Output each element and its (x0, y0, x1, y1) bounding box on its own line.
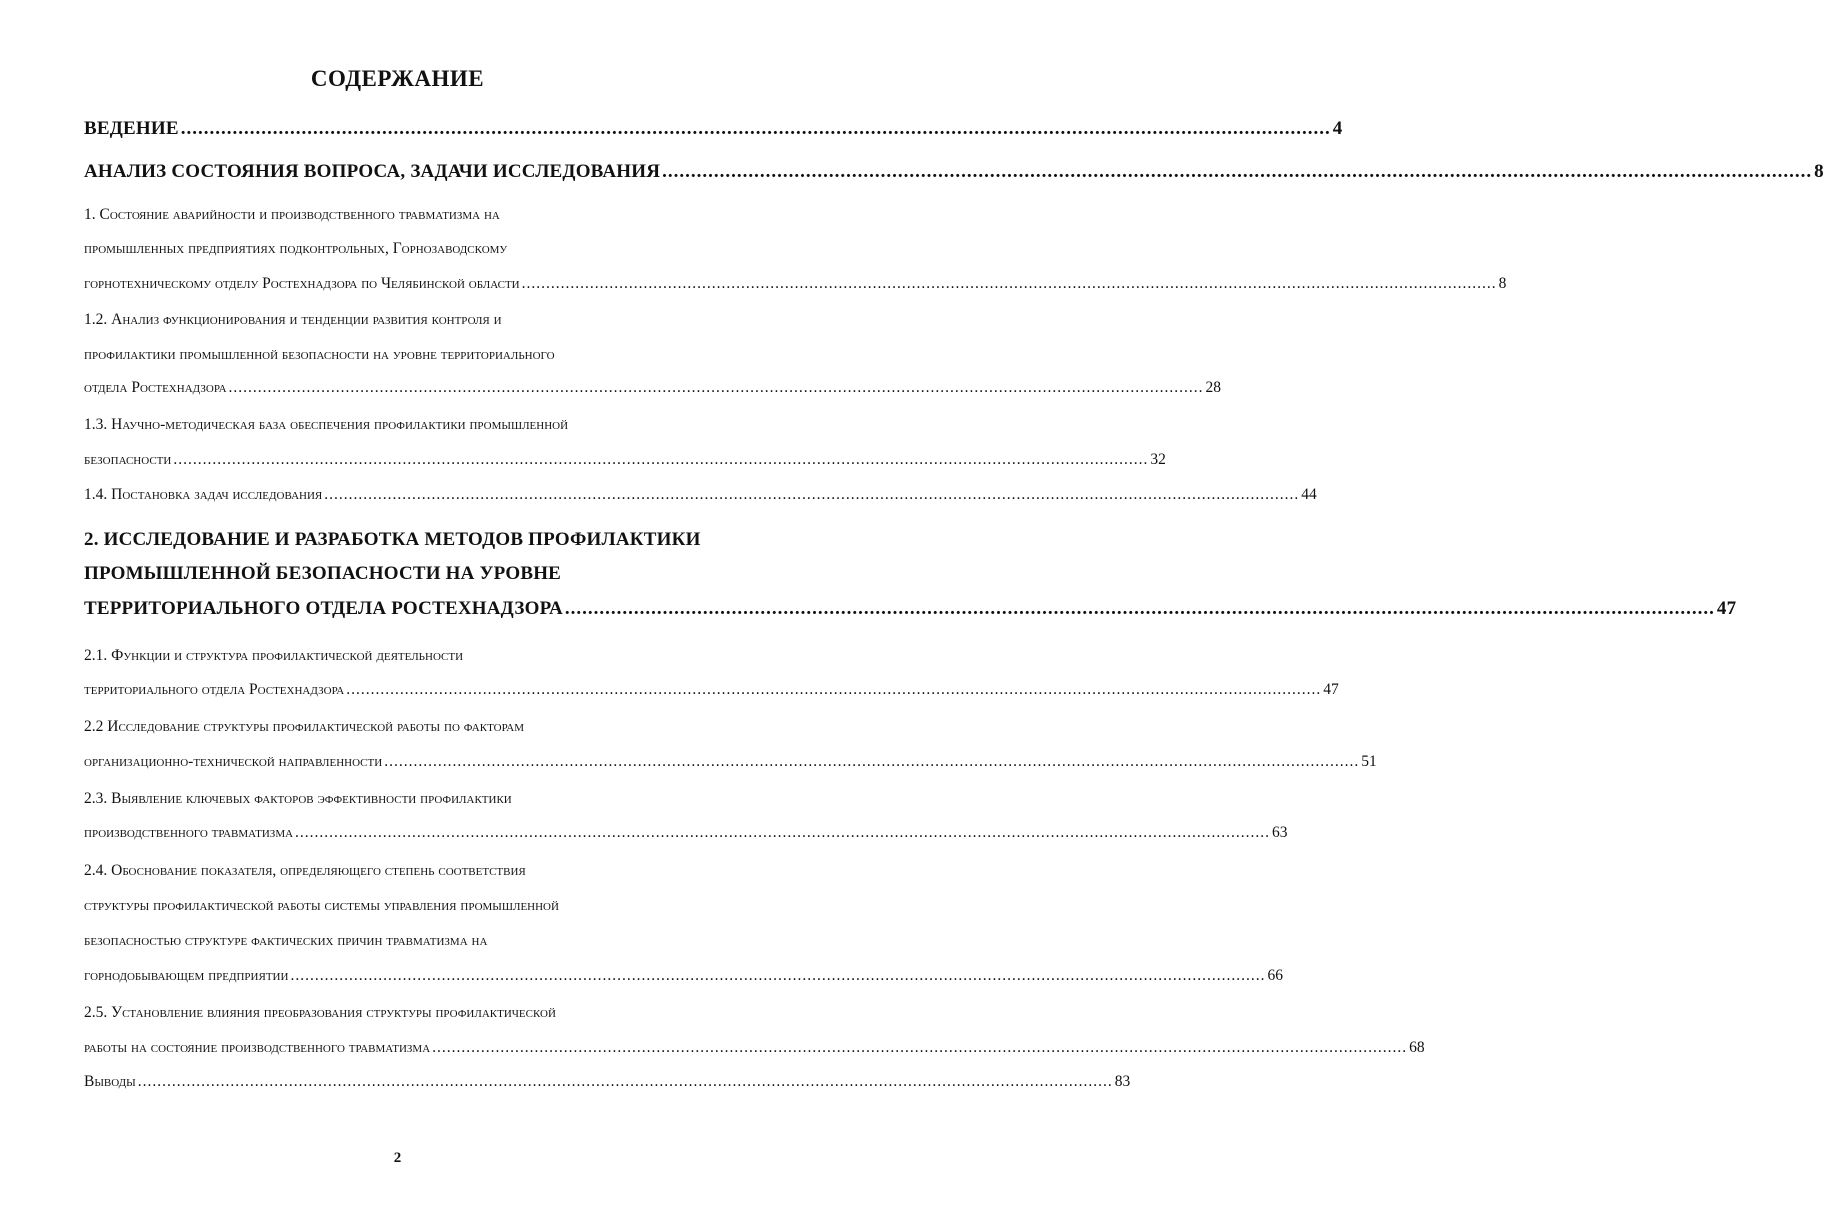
toc-page-number: 68 (1409, 1039, 1425, 1056)
toc-entry-text: 2.3. Выявление ключевых факторов эффективности профилактики (84, 790, 512, 807)
toc-page-number: 83 (1114, 1073, 1131, 1090)
toc-page-number: 28 (1205, 379, 1222, 396)
toc-entry-text: Выводы (84, 1073, 136, 1090)
toc-entry-text: 1.3. Научно-методическая база обеспечения профилактики промышленной (84, 416, 569, 433)
toc-entry-text: 2. ИССЛЕДОВАНИЕ И РАЗРАБОТКА МЕТОДОВ ПРОФИЛАКТИКИ (84, 529, 701, 550)
toc-entry-2-4-line-3 (84, 932, 740, 951)
toc-entry-text: 2.4. Обоснование показателя, определяющего степень соответствия (84, 862, 526, 879)
dot-leader (432, 1039, 1407, 1058)
toc-entry-text: территориального отдела Ростехнадзора (84, 681, 345, 698)
toc-entry-text: организационно-технической направленности (84, 753, 383, 770)
dot-leader (138, 1073, 1113, 1092)
toc-entry-1-2-line-3 (84, 379, 1222, 398)
toc-page-number: 51 (1361, 753, 1377, 770)
toc-page-number: 32 (1150, 451, 1166, 468)
toc-entry-1-2-line-2 (84, 346, 740, 365)
toc-entry-chapter-2-line-1 (84, 529, 740, 552)
dot-leader (662, 161, 1812, 184)
toc-entry-1-3-line-1 (84, 416, 740, 435)
dot-leader (565, 598, 1715, 621)
toc-entry-chapter-1 (84, 161, 1824, 184)
toc-entry-text: безопасностью структуре фактических причин травматизма на (84, 932, 488, 949)
toc-entry-text: ТЕРРИТОРИАЛЬНОГО ОТДЕЛА РОСТЕХНАДЗОРА (84, 598, 563, 619)
dot-leader (522, 275, 1497, 294)
toc-entry-text: горнодобывающем предприятии (84, 967, 289, 984)
toc-entry-text: отдела Ростехнадзора (84, 379, 227, 396)
toc-entry-text: 1. Состояние аварийности и производственного травматизма на (84, 206, 500, 223)
toc-entry-text: 2.2 Исследование структуры профилактической работы по факторам (84, 718, 525, 735)
toc-entry-text: производственного травматизма (84, 824, 294, 841)
toc-entry-1-4 (84, 486, 1317, 505)
toc-entry-chapter-2-line-2 (84, 563, 740, 586)
toc-page-number: 4 (1332, 118, 1343, 139)
toc-entry-chapter-2-line-3 (84, 598, 1737, 621)
dot-leader (295, 824, 1270, 843)
toc-entry-1-1-line-1 (84, 206, 740, 225)
toc-page-number: 8 (1814, 161, 1824, 182)
toc-entry-text: 2.5. Установление влияния преобразования структуры профилактической (84, 1004, 556, 1021)
toc-page-number: 47 (1323, 681, 1339, 698)
toc-entry-text: профилактики промышленной безопасности на уровне территориального (84, 346, 555, 363)
toc-entry-2-4-line-2 (84, 897, 740, 916)
toc-page-number: 66 (1267, 967, 1283, 984)
toc-entry-1-3-line-2 (84, 451, 1166, 470)
toc-entry-text: АНАЛИЗ СОСТОЯНИЯ ВОПРОСА, ЗАДАЧИ ИССЛЕДОВАНИЯ (84, 161, 661, 182)
dot-leader (173, 451, 1148, 470)
toc-entry-2-4-line-1 (84, 862, 740, 881)
toc-entry-text: ВЕДЕНИЕ (84, 118, 179, 139)
toc-entry-text: ПРОМЫШЛЕННОЙ БЕЗОПАСНОСТИ НА УРОВНЕ (84, 563, 562, 584)
toc-entry-text: структуры профилактической работы системы управления промышленной (84, 897, 559, 914)
toc-entry-2-3-line-1 (84, 790, 740, 809)
toc-entry-2-2-line-1 (84, 718, 740, 737)
toc-page-number: 44 (1301, 486, 1317, 503)
toc-page-number: 63 (1272, 824, 1288, 841)
toc-entry-text: 1.2. Анализ функционирования и тенденции развития контроля и (84, 311, 502, 328)
dot-leader (384, 753, 1359, 772)
toc-entry-text: безопасности (84, 451, 172, 468)
page-title: СОДЕРЖАНИЕ (310, 66, 485, 91)
dot-leader (181, 118, 1331, 141)
toc-page-number: 47 (1716, 598, 1737, 619)
toc-entry-2-5-line-1 (84, 1004, 740, 1023)
toc-entry-text: промышленных предприятиях подконтрольных, Горнозаводскому (84, 240, 508, 257)
toc-entry-text: 1.4. Постановка задач исследования (84, 486, 323, 503)
dot-leader (229, 379, 1204, 398)
toc-page-number: 8 (1498, 275, 1507, 292)
toc-entry-text: горнотехническому отделу Ростехнадзора по Челябинской области (84, 275, 520, 292)
toc-entry-introduction (84, 118, 1343, 141)
dot-leader (324, 486, 1299, 505)
toc-entry-2-4-line-4 (84, 967, 1283, 986)
toc-entry-2-1-line-2 (84, 681, 1339, 700)
toc-entry-text: работы на состояние производственного травматизма (84, 1039, 431, 1056)
toc-entry-text: 2.1. Функции и структура профилактической деятельности (84, 647, 464, 664)
toc-entry-1-1-line-3 (84, 275, 1507, 294)
toc-entry-conclusions (84, 1073, 1131, 1092)
toc-entry-1-2-line-1 (84, 311, 740, 330)
toc-entry-2-3-line-2 (84, 824, 1288, 843)
toc-entry-2-2-line-2 (84, 753, 1377, 772)
page-number: 2 (393, 1150, 402, 1166)
dot-leader (290, 967, 1265, 986)
toc-entry-2-1-line-1 (84, 647, 740, 666)
toc-entry-1-1-line-2 (84, 240, 740, 259)
toc-entry-2-5-line-2 (84, 1039, 1425, 1058)
dot-leader (346, 681, 1321, 700)
